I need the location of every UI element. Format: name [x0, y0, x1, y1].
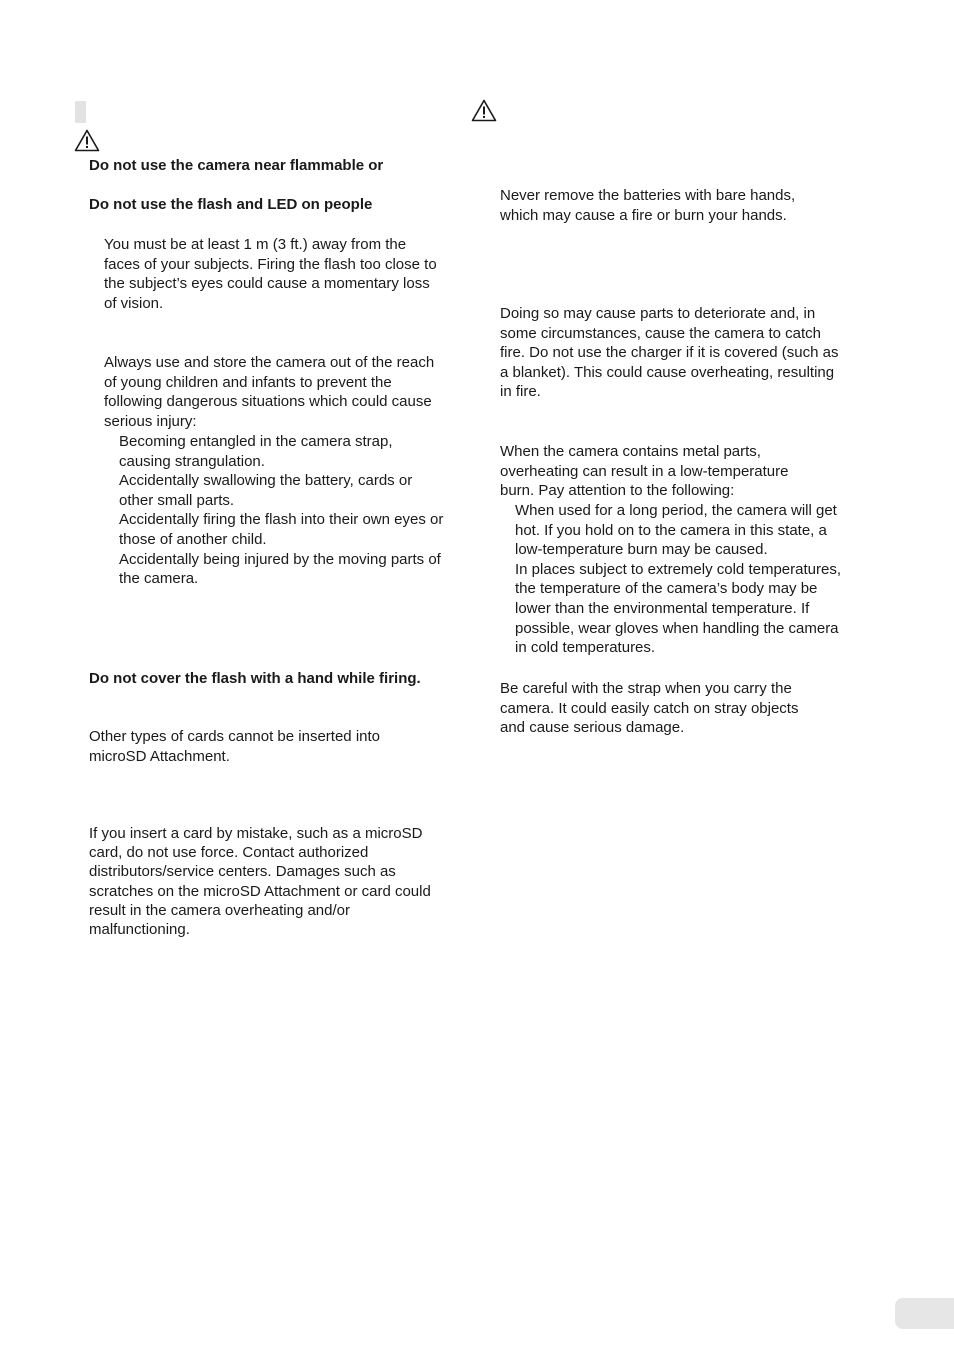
children-bullet-list [119, 432, 447, 589]
metal-bullet-list [515, 501, 845, 658]
microsd-paragraph: If you insert a card by mistake, such as a microSD card, do not use force. Contact authorized distributors/service centers. Damages such as scratches on the microSD Attachment or card could result in the camera overheating and/or malfunctioning. [89, 825, 431, 939]
list-item: Accidentally swallowing the battery, cards or other small parts. [119, 472, 413, 509]
heading-cover-flash: Do not cover the flash with a hand while firing. [89, 670, 421, 687]
page-number-tab [895, 1298, 954, 1329]
batteries-paragraph: Never remove the batteries with bare hands, which may cause a fire or burn your hands. [500, 187, 796, 224]
list-item: When used for a long period, the camera will get hot. If you hold on to the camera in this state, a low-temperature burn may be caused. [515, 502, 837, 559]
flash-distance-paragraph: You must be at least 1 m (3 ft.) away from the faces of your subjects. Firing the flash too close to the subject’s eyes could cause a momentary loss of vision. [104, 236, 437, 312]
metal-intro-paragraph: When the camera contains metal parts, overheating can result in a low-temperature burn. Pay attention to the following: [500, 443, 789, 500]
warning-triangle-icon [74, 129, 100, 152]
warning-triangle-icon [471, 99, 497, 122]
children-intro-paragraph: Always use and store the camera out of the reach of young children and infants to prevent the following dangerous situations which could cause serious injury: [104, 354, 435, 430]
cards-paragraph: Other types of cards cannot be inserted into microSD Attachment. [89, 728, 380, 765]
heading-flammable: Do not use the camera near flammable or [89, 157, 384, 174]
list-item: Accidentally firing the flash into their own eyes or those of another child. [119, 511, 444, 548]
strap-paragraph: Be careful with the strap when you carry the camera. It could easily catch on stray objects and cause serious damage. [500, 680, 799, 737]
section-marker [75, 101, 86, 123]
list-item: Becoming entangled in the camera strap, causing strangulation. [119, 433, 393, 470]
list-item: Accidentally being injured by the moving parts of the camera. [119, 550, 441, 588]
heading-flash-led: Do not use the flash and LED on people [89, 196, 373, 213]
list-item: In places subject to extremely cold temperatures, the temperature of the camera’s body may be lower than the environmental temperature. If possible, wear gloves when handling the camera in cold temperatures. [515, 560, 841, 657]
deteriorate-paragraph: Doing so may cause parts to deteriorate and, in some circumstances, cause the camera to catch fire. Do not use the charger if it is covered (such as a blanket). This could cause overheating, resulting in fire. [500, 305, 839, 401]
